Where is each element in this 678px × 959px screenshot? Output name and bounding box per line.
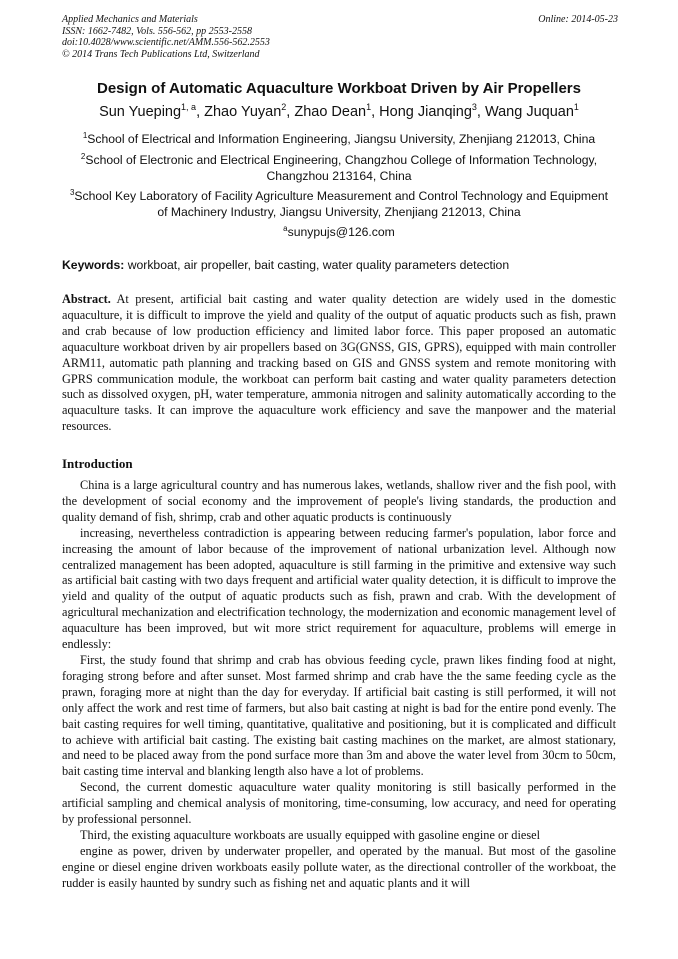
author-sep: ,: [476, 104, 485, 120]
affiliation-2: [50, 152, 628, 184]
paper-title: Design of Automatic Aquaculture Workboat Driven by Air Propellers: [97, 80, 581, 97]
keywords-label: Keywords:: [62, 258, 125, 272]
author: Zhao Yuyan: [204, 104, 282, 120]
paragraph: China is a large agricultural country and has numerous lakes, wetlands, shallow river and the fish pool, with the development of social economy and the improvement of people's living standards, the production and quality demand of fish, shrimp, crab and other aquatic products is continuously: [62, 478, 616, 524]
paragraph: Second, the current domestic aquaculture water quality monitoring is still basically performed in the artificial sampling and chemical analysis of monitoring, time-consuming, low accuracy, and need for operating by professional personnel.: [62, 780, 616, 827]
author-sep: ,: [371, 104, 380, 120]
doi: doi:10.4028/www.scientific.net/AMM.556-562.2553: [62, 37, 270, 48]
affiliation-sup: 3: [69, 187, 75, 197]
paragraph: engine as power, driven by underwater propeller, and operated by the manual. But most of the gasoline engine or diesel engine driven workboats easily pollute water, as the directional controller of the workboat, the rudder is easily haunted by sundry such as fishing net and aquatic plants and it will: [62, 843, 616, 890]
email-sup: a: [283, 223, 288, 233]
author-sup: 3: [471, 102, 477, 113]
keywords-text: workboat, air propeller, bait casting, water quality parameters detection: [124, 258, 510, 272]
author: Hong Jianqing: [379, 104, 472, 120]
author-sep: ,: [196, 104, 205, 120]
author-list: [0, 104, 678, 120]
author: Sun Yueping: [99, 104, 182, 120]
affiliation-text: School of Electrical and Information Engineering, Jiangsu University, Zhenjiang 212013, China: [87, 132, 596, 146]
author: Zhao Dean: [294, 104, 367, 120]
affiliation-text: School of Electronic and Electrical Engineering, Changzhou College of Information Technology,: [85, 153, 598, 167]
journal-header: [62, 14, 618, 60]
author: Wang Juquan: [484, 104, 574, 120]
affiliation-text: Changzhou 213164, China: [266, 169, 412, 183]
affiliation-sup: 2: [80, 151, 86, 161]
email-text: sunypujs@126.com: [287, 225, 395, 239]
online-date: Online: 2014-05-23: [538, 14, 618, 25]
author-sep: ,: [286, 104, 295, 120]
journal-name: Applied Mechanics and Materials: [62, 14, 198, 25]
paragraph: increasing, nevertheless contradiction is appearing between reducing farmer's population, labor force and increasing the amount of labor because of the improvement of national urbanization level. Although now centralized management has been adopted, aquaculture is still farming in the primitive and extensive way such as artificial bait casting with two days frequent and artificial water quality detection, it is difficult to improve the yield and quality of the output of aquatic products such as fish, prawn and crab. With the development of agricultural mechanization and electrification technology, the modernization and economic management level of aquaculture has been improved, but wit more strict requirement for aquaculture, problems will emerge in endlessly:: [62, 525, 616, 652]
paragraph: First, the study found that shrimp and crab has obvious feeding cycle, prawn likes finding food at night, foraging strong before and after sunset. Most farmed shrimp and crab have the the same feeding cycle as the prawn, foraging more at night than the day for everyday. If artificial bait casting is still performed, it will not only affect the work and rest time of farmers, but also bait casting at night is bad for the entire pond evenly. The bait casting requires for well timing, quantitative, qualitative and positioning, but it is complicated and difficult to achieve with artificial bait casting. The existing bait casting machines on the market, are almost stationary, and need to be placed away from the pond surface more than 3m and above the water level from 30cm to 50cm, bait casting time interval and blanking length also have a lot of problems.: [62, 652, 616, 779]
affiliation-text: of Machinery Industry, Jiangsu University, Zhenjiang 212013, China: [157, 205, 521, 219]
paragraph: Third, the existing aquaculture workboats are usually equipped with gasoline engine or diesel: [80, 827, 540, 842]
author-sup: 1: [366, 102, 372, 113]
abstract: [62, 292, 616, 435]
affiliation-sup: 1: [82, 130, 88, 140]
affiliation-1: [50, 131, 628, 147]
author-sup: 1: [573, 102, 579, 113]
affiliation-text: School Key Laboratory of Facility Agriculture Measurement and Control Technology and Equipment: [74, 189, 609, 203]
issn: ISSN: 1662-7482, Vols. 556-562, pp 2553-2558: [62, 25, 252, 37]
abstract-text: At present, artificial bait casting and water quality detection are widely used in the domestic aquaculture, it is difficult to improve the yield and quality of the output of aquatic products such as fish, prawn and crab because of low production efficiency and limited labor force. This paper proposed an automatic aquaculture workboat driven by air propellers based on 3G(GNSS, GIS, GPRS), equipped with main controller ARM11, automatic path planning and tracking based on GIS and GNSS system and remote monitoring with GPRS communication module, the workboat can perform bait casting and water quality parameters detection such as dissolved oxygen, pH, water temperature, ammonia nitrogen and salinity automatically according to the aquaculture tasks. It can improve the aquaculture work efficiency and save the manpower and the material resources.: [62, 292, 616, 434]
author-sup: 1, a: [181, 102, 197, 113]
author-email: [50, 224, 628, 240]
keywords: [62, 258, 618, 272]
affiliation-3: [50, 188, 628, 220]
abstract-label: Abstract.: [62, 292, 111, 306]
author-sup: 2: [281, 102, 287, 113]
section-heading: Introduction: [62, 456, 133, 471]
copyright: © 2014 Trans Tech Publications Ltd, Switzerland: [62, 48, 260, 60]
introduction-body: [62, 478, 616, 892]
